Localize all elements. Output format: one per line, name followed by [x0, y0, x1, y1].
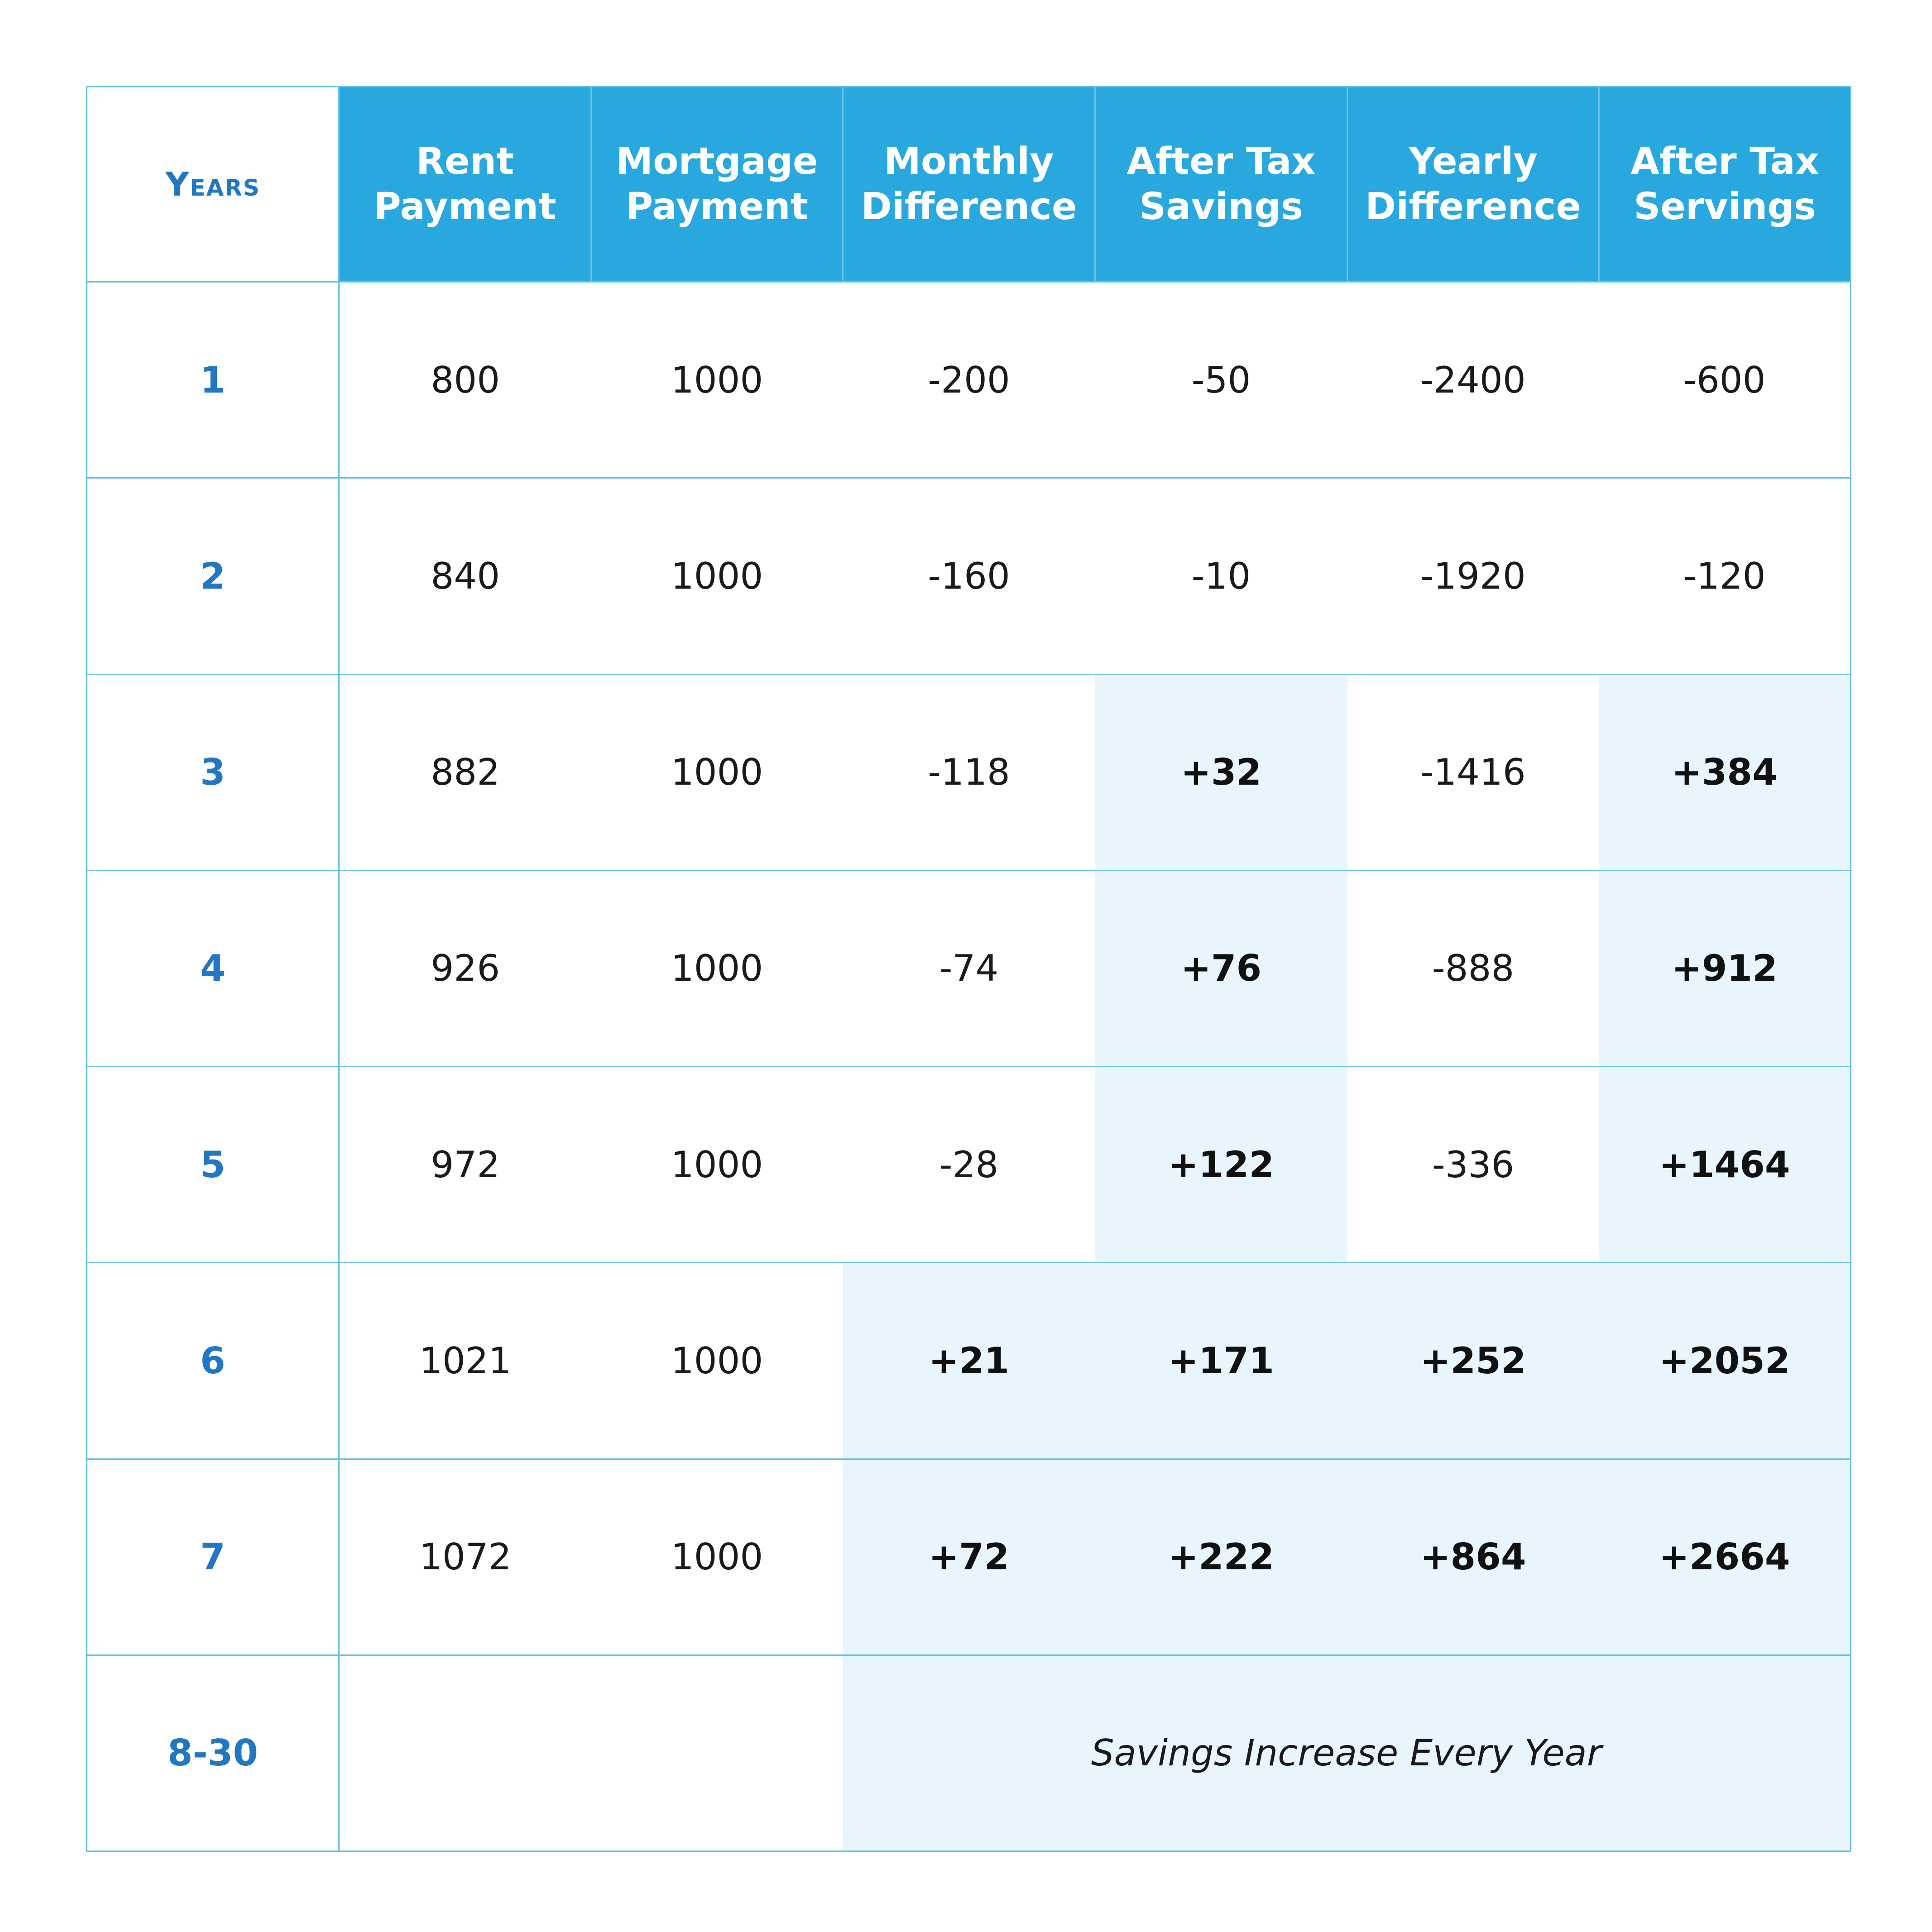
- table-row: [87, 1263, 1851, 1459]
- year-cell: 4: [87, 870, 339, 1066]
- table-row: [87, 1067, 1851, 1263]
- monthly-diff-cell: -28: [843, 1067, 1095, 1263]
- after-tax-servings-cell: -600: [1599, 282, 1851, 478]
- monthly-diff-cell: -200: [843, 282, 1095, 478]
- mortgage-cell: 1000: [591, 674, 843, 870]
- after-tax-servings-cell: +384: [1599, 674, 1851, 870]
- monthly-diff-cell: +21: [843, 1263, 1095, 1459]
- year-range-cell: 8-30: [87, 1655, 339, 1851]
- rent-cell: 882: [339, 674, 591, 870]
- after-tax-savings-cell: +122: [1095, 1067, 1347, 1263]
- mortgage-cell: 1000: [591, 1459, 843, 1655]
- after-tax-savings-cell: +32: [1095, 674, 1347, 870]
- table-row: [87, 870, 1851, 1066]
- empty-cell: [339, 1655, 591, 1851]
- year-cell: 5: [87, 1067, 339, 1263]
- table-row: [87, 478, 1851, 674]
- header-line: After Tax: [1630, 140, 1819, 183]
- years-header: Years: [87, 87, 339, 282]
- rent-cell: 800: [339, 282, 591, 478]
- after-tax-servings-cell: +2664: [1599, 1459, 1851, 1655]
- header-line: Savings: [1139, 185, 1303, 228]
- after-tax-savings-cell: -10: [1095, 478, 1347, 674]
- rent-cell: 926: [339, 870, 591, 1066]
- monthly-difference-header: [843, 87, 1095, 282]
- year-cell: 3: [87, 674, 339, 870]
- header-line: Mortgage: [616, 140, 818, 183]
- final-row: [87, 1655, 1851, 1851]
- rent-vs-mortgage-table: [86, 86, 1851, 1852]
- monthly-diff-cell: +72: [843, 1459, 1095, 1655]
- year-cell: 2: [87, 478, 339, 674]
- rent-cell: 972: [339, 1067, 591, 1263]
- after-tax-savings-header: [1095, 87, 1347, 282]
- mortgage-cell: 1000: [591, 870, 843, 1066]
- header-line: Payment: [626, 185, 808, 228]
- yearly-difference-header: [1347, 87, 1599, 282]
- header-line: Yearly: [1409, 140, 1538, 183]
- header-row: [87, 87, 1851, 282]
- year-cell: 7: [87, 1459, 339, 1655]
- after-tax-servings-cell: -120: [1599, 478, 1851, 674]
- yearly-diff-cell: -2400: [1347, 282, 1599, 478]
- after-tax-servings-header: [1599, 87, 1851, 282]
- mortgage-cell: 1000: [591, 1067, 843, 1263]
- yearly-diff-cell: -888: [1347, 870, 1599, 1066]
- header-line: Difference: [861, 185, 1077, 228]
- monthly-diff-cell: -74: [843, 870, 1095, 1066]
- yearly-diff-cell: +864: [1347, 1459, 1599, 1655]
- rent-cell: 1072: [339, 1459, 591, 1655]
- after-tax-savings-cell: -50: [1095, 282, 1347, 478]
- after-tax-servings-cell: +1464: [1599, 1067, 1851, 1263]
- savings-note: Savings Increase Every Year: [843, 1655, 1851, 1851]
- header-line: Servings: [1634, 185, 1816, 228]
- header-line: Difference: [1365, 185, 1581, 228]
- rent-payment-header: [339, 87, 591, 282]
- after-tax-savings-cell: +222: [1095, 1459, 1347, 1655]
- mortgage-cell: 1000: [591, 478, 843, 674]
- monthly-diff-cell: -118: [843, 674, 1095, 870]
- rent-cell: 1021: [339, 1263, 591, 1459]
- rent-cell: 840: [339, 478, 591, 674]
- yearly-diff-cell: -1920: [1347, 478, 1599, 674]
- after-tax-savings-cell: +171: [1095, 1263, 1347, 1459]
- monthly-diff-cell: -160: [843, 478, 1095, 674]
- after-tax-servings-cell: +2052: [1599, 1263, 1851, 1459]
- yearly-diff-cell: +252: [1347, 1263, 1599, 1459]
- yearly-diff-cell: -1416: [1347, 674, 1599, 870]
- table-row: [87, 282, 1851, 478]
- mortgage-cell: 1000: [591, 282, 843, 478]
- mortgage-payment-header: [591, 87, 843, 282]
- year-cell: 6: [87, 1263, 339, 1459]
- yearly-diff-cell: -336: [1347, 1067, 1599, 1263]
- mortgage-cell: 1000: [591, 1263, 843, 1459]
- header-line: Monthly: [884, 140, 1054, 183]
- header-line: Rent: [416, 140, 514, 183]
- table-row: [87, 1459, 1851, 1655]
- year-cell: 1: [87, 282, 339, 478]
- header-line: Payment: [374, 185, 556, 228]
- header-line: After Tax: [1127, 140, 1316, 183]
- after-tax-savings-cell: +76: [1095, 870, 1347, 1066]
- after-tax-servings-cell: +912: [1599, 870, 1851, 1066]
- empty-cell: [591, 1655, 843, 1851]
- table-row: [87, 674, 1851, 870]
